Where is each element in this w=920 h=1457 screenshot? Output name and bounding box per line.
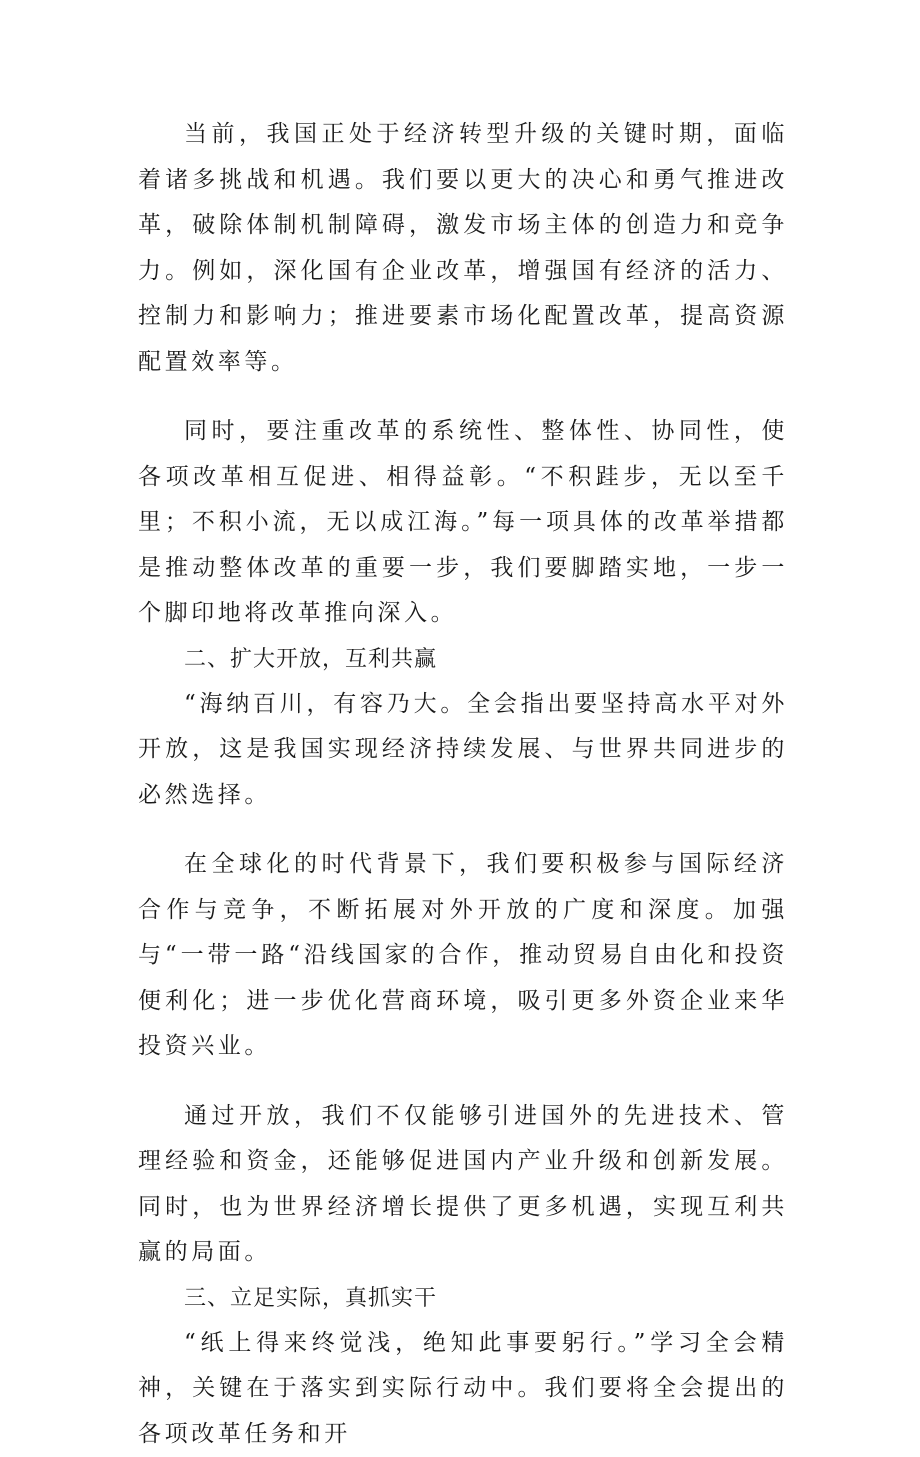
paragraph-practice-quote: “纸上得来终觉浅，绝知此事要躬行。”学习全会精神，关键在于落实到实际行动中。我们要将全会提出的各项改革任务和开 bbox=[138, 1321, 788, 1457]
document-body bbox=[138, 112, 788, 1457]
paragraph-reform-challenges: 当前，我国正处于经济转型升级的关键时期，面临着诸多挑战和机遇。我们要以更大的决心和勇气推进改革，破除体制机制障碍，激发市场主体的创造力和竞争力。例如，深化国有企业改革，增强国有经济的活力、控制力和影响力；推进要素市场化配置改革，提高资源配置效率等。 bbox=[138, 112, 788, 385]
section-heading-opening-up: 二、扩大开放，互利共赢 bbox=[138, 637, 788, 682]
paragraph-globalization: 在全球化的时代背景下，我们要积极参与国际经济合作与竞争，不断拓展对外开放的广度和深度。加强与“一带一路“沿线国家的合作，推动贸易自由化和投资便利化；进一步优化营商环境，吸引更多外资企业来华投资兴业。 bbox=[138, 842, 788, 1070]
paragraph-reform-coordination: 同时，要注重改革的系统性、整体性、协同性，使各项改革相互促进、相得益彰。“不积跬步，无以至千里；不积小流，无以成江海。”每一项具体的改革举措都是推动整体改革的重要一步，我们要脚踏实地，一步一个脚印地将改革推向深入。 bbox=[138, 409, 788, 637]
paragraph-opening-quote: “海纳百川，有容乃大。全会指出要坚持高水平对外开放，这是我国实现经济持续发展、与世界共同进步的必然选择。 bbox=[138, 682, 788, 819]
paragraph-opening-benefits: 通过开放，我们不仅能够引进国外的先进技术、管理经验和资金，还能够促进国内产业升级和创新发展。同时，也为世界经济增长提供了更多机遇，实现互利共赢的局面。 bbox=[138, 1094, 788, 1276]
section-heading-practical-work: 三、立足实际，真抓实干 bbox=[138, 1276, 788, 1321]
